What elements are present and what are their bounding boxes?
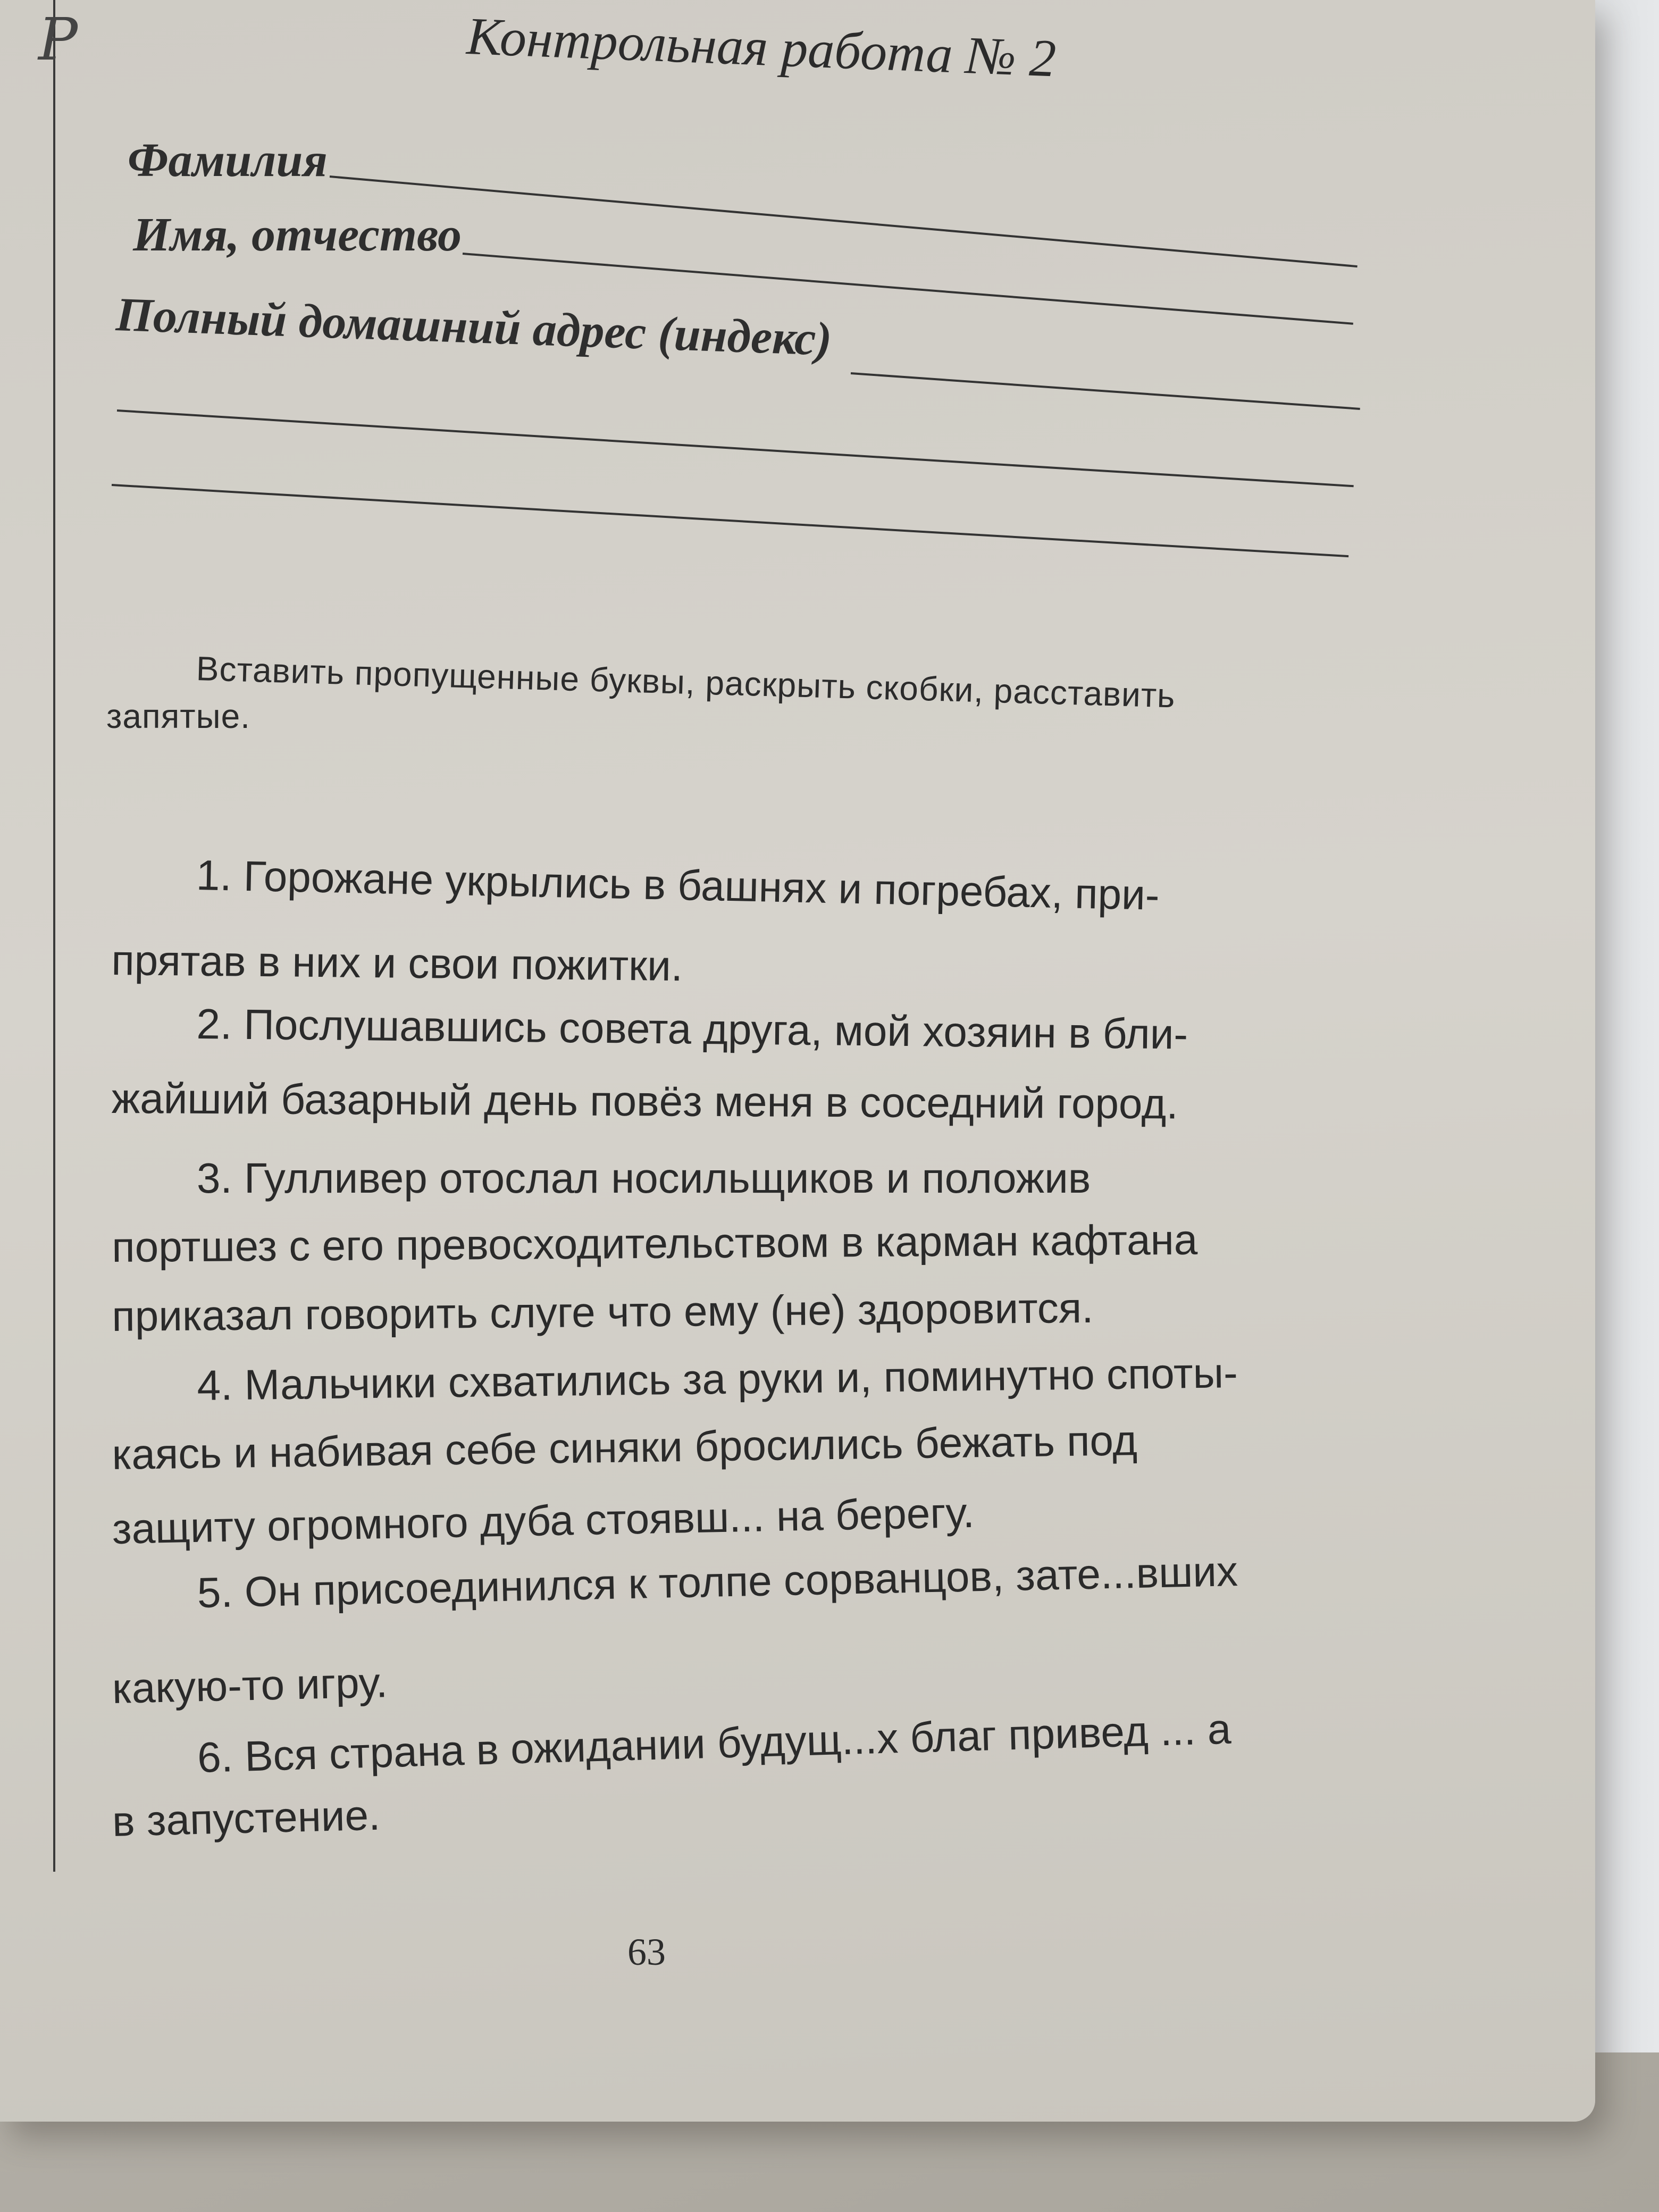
exercise-3-line-3: приказал говорить слуге что ему (не) здоровится. <box>112 1284 1094 1340</box>
exercise-4-line-2: каясь и набивая себе синяки бросились бежать под <box>112 1417 1138 1478</box>
page-number: 63 <box>627 1931 666 1973</box>
exercise-1-line-1: 1. Горожане укрылись в башнях и погребах, при- <box>196 851 1160 919</box>
exercise-3-line-1: 3. Гулливер отослал носильщиков и положив <box>197 1154 1091 1202</box>
exercise-6-line-2: в запустение. <box>112 1791 381 1845</box>
instruction-line-2: запятые. <box>106 697 250 735</box>
corner-mark: P <box>38 5 78 73</box>
exercise-2-line-2: жайший базарный день повёз меня в соседний город. <box>111 1075 1178 1128</box>
exercise-4-line-1: 4. Мальчики схватились за руки и, поминутно споты- <box>197 1349 1238 1409</box>
surname-field-line[interactable] <box>330 175 1358 267</box>
exercise-5-line-1: 5. Он присоединился к толпе сорванцов, зате...вших <box>197 1547 1238 1616</box>
address-label: Полный домашний адрес (индекс) <box>115 288 833 366</box>
exercise-4-line-3: защиту огромного дуба стоявш... на берегу. <box>112 1488 975 1553</box>
exercise-5-line-2: какую-то игру. <box>112 1658 388 1712</box>
name-label: Имя, отчество <box>133 208 462 261</box>
instruction-line-1: Вставить пропущенные буквы, раскрыть скобки, расставить <box>195 649 1176 715</box>
margin-line <box>53 0 55 1872</box>
address-field-line-1[interactable] <box>851 372 1360 410</box>
exercise-1-line-2: прятав в них и свои пожитки. <box>111 936 683 990</box>
surname-label: Фамилия <box>128 134 328 187</box>
page-title: Контрольная работа № 2 <box>465 6 1057 88</box>
exercise-3-line-2: портшез с его превосходительством в карман кафтана <box>112 1216 1198 1271</box>
address-field-line-3[interactable] <box>112 484 1348 557</box>
exercise-6-line-1: 6. Вся страна в ожидании будущ...х благ привед ... а <box>197 1705 1232 1781</box>
address-field-line-2[interactable] <box>117 409 1354 487</box>
exercise-2-line-1: 2. Послушавшись совета друга, мой хозяин в бли- <box>196 1000 1188 1058</box>
